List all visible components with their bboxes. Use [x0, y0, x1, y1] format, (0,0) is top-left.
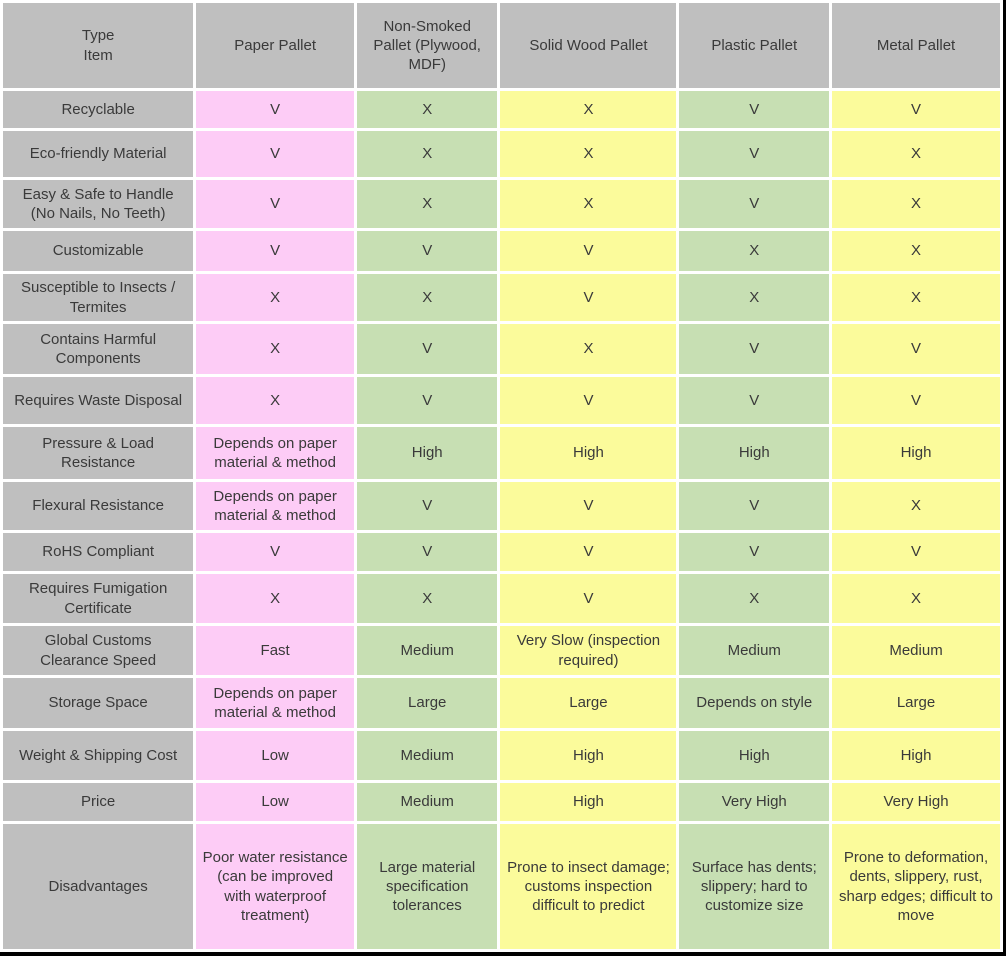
value-text: Depends on style — [696, 694, 813, 712]
value-cell — [832, 574, 1000, 623]
table-row — [3, 783, 1000, 821]
value-cell — [679, 533, 829, 571]
item-label: Requires Fumigation Certificate — [28, 580, 168, 617]
value-text: X — [749, 589, 760, 607]
value-cell — [196, 91, 354, 128]
value-cell — [196, 427, 354, 479]
value-text: High — [900, 746, 932, 764]
value-text: V — [583, 497, 594, 515]
value-cell — [500, 824, 676, 949]
value-text: Low — [261, 746, 289, 764]
value-text: High — [900, 444, 932, 462]
value-cell — [196, 731, 354, 780]
item-cell — [3, 180, 193, 228]
item-cell — [3, 824, 193, 949]
item-cell — [3, 377, 193, 424]
value-text: V — [422, 543, 433, 561]
value-cell — [832, 377, 1000, 424]
value-cell — [500, 131, 676, 177]
value-cell — [357, 626, 497, 675]
item-label: Global Customs Clearance Speed — [40, 632, 157, 669]
value-cell — [679, 626, 829, 675]
value-cell — [679, 180, 829, 228]
value-text: X — [270, 391, 281, 409]
value-cell — [357, 783, 497, 821]
corner-label-line1: Type — [81, 27, 115, 45]
column-header-solid-wood-pallet — [500, 3, 676, 88]
value-text: X — [270, 589, 281, 607]
value-text: Depends on paper material & method — [213, 684, 337, 721]
value-cell — [500, 91, 676, 128]
value-text: Prone to deformation, dents, slippery, rust, sharp edges; difficult to move — [839, 849, 994, 924]
value-text: V — [583, 589, 594, 607]
value-cell — [196, 274, 354, 321]
item-label: Storage Space — [48, 694, 148, 712]
value-text: V — [749, 145, 760, 163]
value-cell — [679, 783, 829, 821]
value-cell — [357, 274, 497, 321]
value-cell — [196, 482, 354, 530]
value-text: Large — [896, 694, 936, 712]
value-text: V — [270, 242, 281, 260]
table-row — [3, 377, 1000, 424]
value-cell — [196, 574, 354, 623]
value-text: Medium — [400, 746, 454, 764]
table-row — [3, 427, 1000, 479]
item-label: Contains Harmful Components — [40, 330, 157, 367]
value-text: X — [911, 145, 922, 163]
value-cell — [679, 324, 829, 374]
value-cell — [832, 626, 1000, 675]
value-cell — [832, 824, 1000, 949]
value-text: X — [749, 242, 760, 260]
value-text: V — [749, 195, 760, 213]
item-cell — [3, 482, 193, 530]
value-text: V — [270, 543, 281, 561]
value-text: V — [270, 100, 281, 118]
value-cell — [832, 482, 1000, 530]
table-row — [3, 824, 1000, 949]
item-label: Requires Waste Disposal — [14, 391, 183, 409]
value-cell — [679, 482, 829, 530]
value-text: V — [583, 543, 594, 561]
value-text: High — [738, 746, 770, 764]
value-cell — [500, 377, 676, 424]
table-row — [3, 482, 1000, 530]
value-text: Medium — [400, 793, 454, 811]
item-cell — [3, 427, 193, 479]
table-row — [3, 324, 1000, 374]
value-cell — [357, 574, 497, 623]
value-cell — [500, 626, 676, 675]
value-text: High — [411, 444, 443, 462]
value-text: High — [573, 793, 604, 811]
value-cell — [832, 274, 1000, 321]
value-cell — [679, 274, 829, 321]
value-cell — [832, 427, 1000, 479]
table-row — [3, 574, 1000, 623]
table-row — [3, 731, 1000, 780]
column-header-non-smoked-pallet-plywood-mdf — [357, 3, 497, 88]
item-cell — [3, 274, 193, 321]
value-text: X — [270, 288, 281, 306]
column-header-label: Plastic Pallet — [711, 36, 798, 54]
item-cell — [3, 231, 193, 271]
value-text: X — [911, 242, 922, 260]
value-cell — [196, 180, 354, 228]
value-text: V — [422, 391, 433, 409]
value-text: Large — [408, 694, 447, 712]
table-row — [3, 274, 1000, 321]
value-cell — [832, 131, 1000, 177]
value-text: High — [738, 444, 770, 462]
value-cell — [196, 533, 354, 571]
value-text: Poor water resistance (can be improved with waterproof treatment) — [202, 849, 348, 924]
value-cell — [500, 678, 676, 728]
value-text: V — [911, 340, 922, 358]
value-text: Medium — [889, 641, 943, 659]
value-cell — [679, 678, 829, 728]
value-text: Large — [569, 694, 608, 712]
value-cell — [679, 231, 829, 271]
value-cell — [357, 824, 497, 949]
item-label: Disadvantages — [48, 877, 148, 895]
column-header-paper-pallet — [196, 3, 354, 88]
item-label: Recyclable — [61, 100, 135, 118]
value-cell — [679, 824, 829, 949]
value-cell — [500, 482, 676, 530]
value-cell — [832, 783, 1000, 821]
value-text: X — [583, 145, 594, 163]
value-cell — [357, 678, 497, 728]
value-text: V — [749, 543, 760, 561]
value-text: X — [422, 100, 433, 118]
value-text: Large material specification tolerances — [379, 858, 476, 915]
value-cell — [679, 731, 829, 780]
item-label: Pressure & Load Resistance — [42, 434, 154, 471]
item-label: Easy & Safe to Handle (No Nails, No Teeth) — [22, 185, 174, 222]
value-text: X — [270, 340, 281, 358]
column-header-label: Solid Wood Pallet — [529, 36, 648, 54]
value-cell — [357, 180, 497, 228]
value-cell — [500, 231, 676, 271]
value-text: X — [422, 145, 433, 163]
value-text: X — [583, 100, 594, 118]
value-text: X — [422, 195, 433, 213]
table-row — [3, 91, 1000, 128]
value-text: Depends on paper material & method — [213, 434, 337, 471]
value-cell — [357, 377, 497, 424]
table-row — [3, 180, 1000, 228]
value-text: V — [749, 100, 760, 118]
table-row — [3, 678, 1000, 728]
value-text: V — [270, 195, 281, 213]
value-text: X — [422, 288, 433, 306]
value-text: V — [583, 242, 594, 260]
corner-label-line2: Item — [83, 46, 113, 64]
item-cell — [3, 731, 193, 780]
value-text: Depends on paper material & method — [213, 487, 337, 524]
item-cell — [3, 783, 193, 821]
value-text: X — [911, 497, 922, 515]
value-cell — [832, 324, 1000, 374]
value-text: V — [911, 543, 922, 561]
corner-label — [9, 26, 187, 64]
table-row — [3, 626, 1000, 675]
header-row — [3, 3, 1000, 88]
item-cell — [3, 626, 193, 675]
column-header-plastic-pallet — [679, 3, 829, 88]
value-cell — [196, 824, 354, 949]
column-header-label: Paper Pallet — [234, 36, 316, 54]
value-text: V — [583, 391, 594, 409]
item-cell — [3, 678, 193, 728]
column-header-metal-pallet — [832, 3, 1000, 88]
value-text: Fast — [260, 641, 290, 659]
value-cell — [679, 377, 829, 424]
item-label: Flexural Resistance — [32, 497, 164, 515]
value-text: V — [911, 100, 922, 118]
value-cell — [500, 427, 676, 479]
value-cell — [196, 783, 354, 821]
value-text: X — [911, 288, 922, 306]
value-cell — [500, 574, 676, 623]
value-text: V — [270, 145, 281, 163]
value-cell — [500, 274, 676, 321]
value-text: X — [749, 288, 760, 306]
item-label: Customizable — [52, 242, 144, 260]
table-row — [3, 533, 1000, 571]
value-cell — [679, 427, 829, 479]
value-cell — [196, 231, 354, 271]
value-text: V — [422, 497, 433, 515]
column-header-label: Non-Smoked Pallet (Plywood, MDF) — [373, 17, 481, 74]
value-text: X — [583, 195, 594, 213]
value-cell — [357, 482, 497, 530]
item-cell — [3, 574, 193, 623]
value-cell — [832, 91, 1000, 128]
column-header-label: Metal Pallet — [876, 36, 956, 54]
value-cell — [196, 678, 354, 728]
value-cell — [832, 180, 1000, 228]
item-cell — [3, 131, 193, 177]
value-text: X — [911, 195, 922, 213]
value-cell — [832, 731, 1000, 780]
item-label: Eco-friendly Material — [29, 145, 167, 163]
item-cell — [3, 91, 193, 128]
value-text: V — [749, 391, 760, 409]
value-cell — [357, 533, 497, 571]
value-cell — [357, 427, 497, 479]
item-cell — [3, 533, 193, 571]
value-cell — [679, 131, 829, 177]
item-cell — [3, 324, 193, 374]
value-text: Very High — [721, 793, 787, 811]
value-text: X — [583, 340, 594, 358]
value-cell — [196, 626, 354, 675]
value-text: Surface has dents; slippery; hard to customize size — [691, 858, 817, 915]
item-label: Weight & Shipping Cost — [19, 746, 178, 764]
value-text: V — [422, 340, 433, 358]
item-label: Susceptible to Insects / Termites — [21, 279, 176, 316]
table-row — [3, 131, 1000, 177]
value-cell — [500, 324, 676, 374]
value-text: High — [573, 444, 604, 462]
value-cell — [500, 783, 676, 821]
value-cell — [357, 231, 497, 271]
value-cell — [196, 324, 354, 374]
value-cell — [500, 180, 676, 228]
value-cell — [357, 731, 497, 780]
value-text: V — [583, 288, 594, 306]
value-cell — [196, 131, 354, 177]
value-text: Medium — [400, 641, 454, 659]
value-cell — [679, 574, 829, 623]
value-text: V — [911, 391, 922, 409]
value-cell — [357, 91, 497, 128]
value-text: Low — [261, 793, 289, 811]
value-cell — [500, 533, 676, 571]
value-text: X — [911, 589, 922, 607]
value-text: Very Slow (inspection required) — [516, 632, 661, 669]
value-text: V — [749, 497, 760, 515]
value-text: Prone to insect damage; customs inspection difficult to predict — [507, 858, 670, 915]
value-cell — [357, 131, 497, 177]
table-row — [3, 231, 1000, 271]
corner-header-cell — [3, 3, 193, 88]
value-text: Medium — [727, 641, 781, 659]
item-label: Price — [81, 793, 116, 811]
item-label: RoHS Compliant — [42, 543, 154, 561]
value-text: V — [422, 242, 433, 260]
value-cell — [500, 731, 676, 780]
value-cell — [832, 231, 1000, 271]
value-text: X — [422, 589, 433, 607]
value-text: Very High — [883, 793, 949, 811]
value-cell — [679, 91, 829, 128]
value-text: V — [749, 340, 760, 358]
value-cell — [832, 533, 1000, 571]
value-text: High — [573, 746, 604, 764]
value-cell — [832, 678, 1000, 728]
value-cell — [357, 324, 497, 374]
value-cell — [196, 377, 354, 424]
